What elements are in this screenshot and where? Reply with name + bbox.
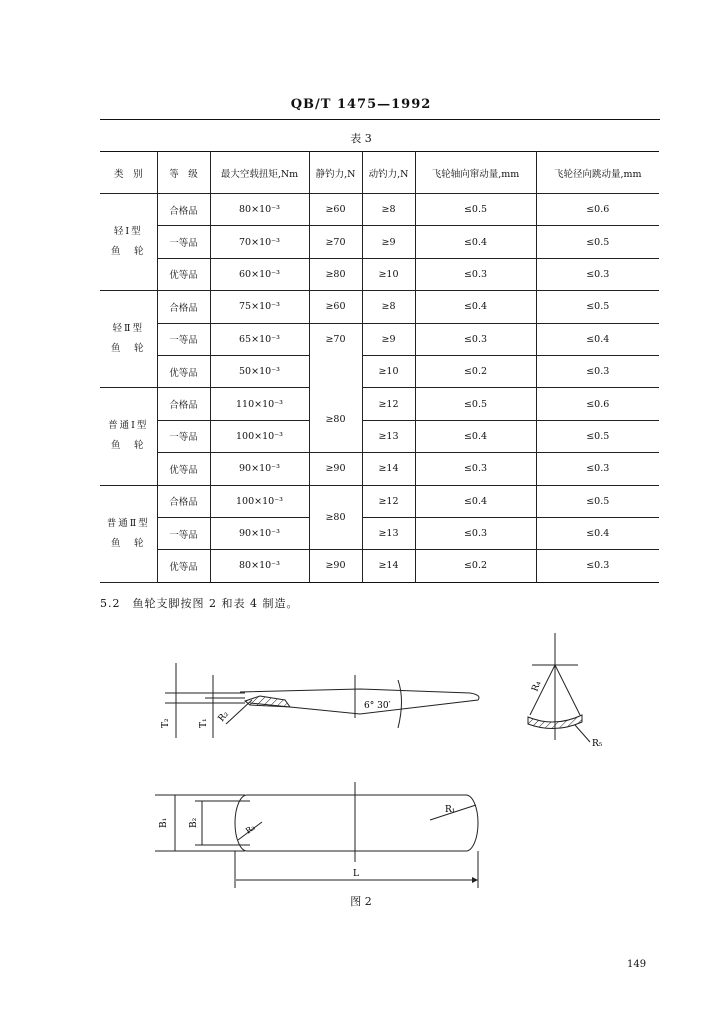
grade-cell: 合格品 — [157, 194, 210, 226]
torque-cell: 75×10⁻³ — [210, 291, 309, 323]
radial-cell: ≤0.5 — [536, 420, 659, 452]
plan-view — [155, 782, 478, 888]
side-view — [165, 663, 479, 738]
standard-header: QB/T 1475—1992 — [290, 97, 432, 112]
dynamic-cell: ≥8 — [362, 291, 415, 323]
radial-cell: ≤0.3 — [536, 550, 659, 582]
header-cell: 静钓力,N — [309, 152, 362, 194]
radial-cell: ≤0.3 — [536, 453, 659, 485]
category-line: 鱼 轮 — [110, 440, 146, 452]
angle-label: 6° 30′ — [364, 701, 391, 711]
axial-cell: ≤0.2 — [415, 550, 536, 582]
grade-cell: 优等品 — [157, 550, 210, 582]
axial-cell: ≤0.3 — [415, 453, 536, 485]
axial-cell: ≤0.3 — [415, 517, 536, 549]
dynamic-cell: ≥12 — [362, 388, 415, 420]
leg-outline — [235, 795, 478, 851]
grade-cell: 一等品 — [157, 420, 210, 452]
header-cell: 类 别 — [100, 152, 157, 194]
r1-label: R₁ — [445, 805, 456, 815]
dynamic-cell: ≥9 — [362, 226, 415, 258]
angle-arc — [398, 680, 402, 728]
static-cell: ≥60 — [309, 194, 362, 226]
dynamic-cell: ≥14 — [362, 550, 415, 582]
radial-cell: ≤0.3 — [536, 258, 659, 290]
torque-cell: 110×10⁻³ — [210, 388, 309, 420]
r4-ray-right — [555, 665, 580, 715]
r5-leader — [575, 725, 590, 742]
radial-cell: ≤0.4 — [536, 323, 659, 355]
grade-cell: 优等品 — [157, 258, 210, 290]
grade-cell: 合格品 — [157, 291, 210, 323]
radial-cell: ≤0.5 — [536, 291, 659, 323]
dynamic-cell: ≥9 — [362, 323, 415, 355]
r4-label: R₄ — [530, 679, 544, 694]
grade-cell: 优等品 — [157, 355, 210, 387]
axial-cell: ≤0.3 — [415, 258, 536, 290]
header-cell: 飞轮径向跳动量,mm — [536, 152, 659, 194]
static-cell: ≥60 — [309, 291, 362, 323]
static-cell: ≥80 — [309, 388, 362, 453]
page-number: 149 — [627, 959, 647, 970]
l-label: L — [353, 869, 359, 879]
torque-cell: 90×10⁻³ — [210, 453, 309, 485]
torque-cell: 100×10⁻³ — [210, 420, 309, 452]
dynamic-cell: ≥13 — [362, 517, 415, 549]
category-line: 普通Ⅰ型 — [108, 420, 149, 432]
dynamic-cell: ≥10 — [362, 258, 415, 290]
axial-cell: ≤0.2 — [415, 355, 536, 387]
torque-cell: 80×10⁻³ — [210, 194, 309, 226]
dynamic-cell: ≥14 — [362, 453, 415, 485]
static-cell: ≥90 — [309, 453, 362, 485]
dynamic-cell: ≥8 — [362, 194, 415, 226]
b1-label: B₁ — [159, 817, 169, 828]
header-cell: 等 级 — [157, 152, 210, 194]
t2-label: T₂ — [161, 718, 171, 728]
category-line: 鱼 轮 — [110, 343, 146, 355]
torque-cell: 80×10⁻³ — [210, 550, 309, 582]
torque-cell: 70×10⁻³ — [210, 226, 309, 258]
static-cell: ≥90 — [309, 550, 362, 582]
figure-caption: 图 2 — [350, 895, 372, 908]
radial-cell: ≤0.4 — [536, 517, 659, 549]
dynamic-cell: ≥10 — [362, 355, 415, 387]
radial-cell: ≤0.5 — [536, 485, 659, 517]
dynamic-cell: ≥13 — [362, 420, 415, 452]
table-caption: 表 3 — [350, 132, 372, 145]
axial-cell: ≤0.4 — [415, 226, 536, 258]
category-line: 轻Ⅰ型 — [113, 226, 143, 238]
r3-label: R₃ — [243, 822, 257, 836]
grade-cell: 一等品 — [157, 323, 210, 355]
section-hatch — [245, 696, 290, 707]
axial-cell: ≤0.4 — [415, 291, 536, 323]
grade-cell: 一等品 — [157, 226, 210, 258]
torque-cell: 90×10⁻³ — [210, 517, 309, 549]
radial-cell: ≤0.6 — [536, 194, 659, 226]
grade-cell: 合格品 — [157, 388, 210, 420]
grade-cell: 合格品 — [157, 485, 210, 517]
b2-label: B₂ — [189, 817, 199, 828]
category-line: 普通Ⅱ型 — [106, 517, 150, 529]
clause-5-2: 5.2 鱼轮支脚按图 2 和表 4 制造。 — [100, 597, 299, 610]
axial-cell: ≤0.4 — [415, 420, 536, 452]
torque-cell: 65×10⁻³ — [210, 323, 309, 355]
grade-cell: 一等品 — [157, 517, 210, 549]
static-cell: ≥80 — [309, 485, 362, 550]
radial-cell: ≤0.6 — [536, 388, 659, 420]
static-cell: ≥70 — [309, 226, 362, 258]
torque-cell: 60×10⁻³ — [210, 258, 309, 290]
axial-cell: ≤0.5 — [415, 388, 536, 420]
axial-cell: ≤0.4 — [415, 485, 536, 517]
category-line: 鱼 轮 — [110, 537, 146, 549]
radial-cell: ≤0.3 — [536, 355, 659, 387]
header-cell: 飞轮轴向窜动量,mm — [415, 152, 536, 194]
category-line: 鱼 轮 — [110, 246, 146, 258]
grade-cell: 优等品 — [157, 453, 210, 485]
t1-label: T₁ — [199, 718, 209, 728]
radial-cell: ≤0.5 — [536, 226, 659, 258]
r5-label: R₅ — [592, 739, 603, 749]
static-cell: ≥70 — [309, 323, 362, 355]
axial-cell: ≤0.3 — [415, 323, 536, 355]
r2-label: R₂ — [216, 709, 231, 724]
torque-cell: 50×10⁻³ — [210, 355, 309, 387]
category-line: 轻Ⅱ型 — [112, 323, 144, 335]
header-cell: 最大空载扭矩,Nm — [210, 152, 309, 194]
r2-leader — [226, 700, 252, 724]
dynamic-cell: ≥12 — [362, 485, 415, 517]
header-cell: 动钓力,N — [362, 152, 415, 194]
axial-cell: ≤0.5 — [415, 194, 536, 226]
torque-cell: 100×10⁻³ — [210, 485, 309, 517]
static-cell: ≥80 — [309, 258, 362, 290]
